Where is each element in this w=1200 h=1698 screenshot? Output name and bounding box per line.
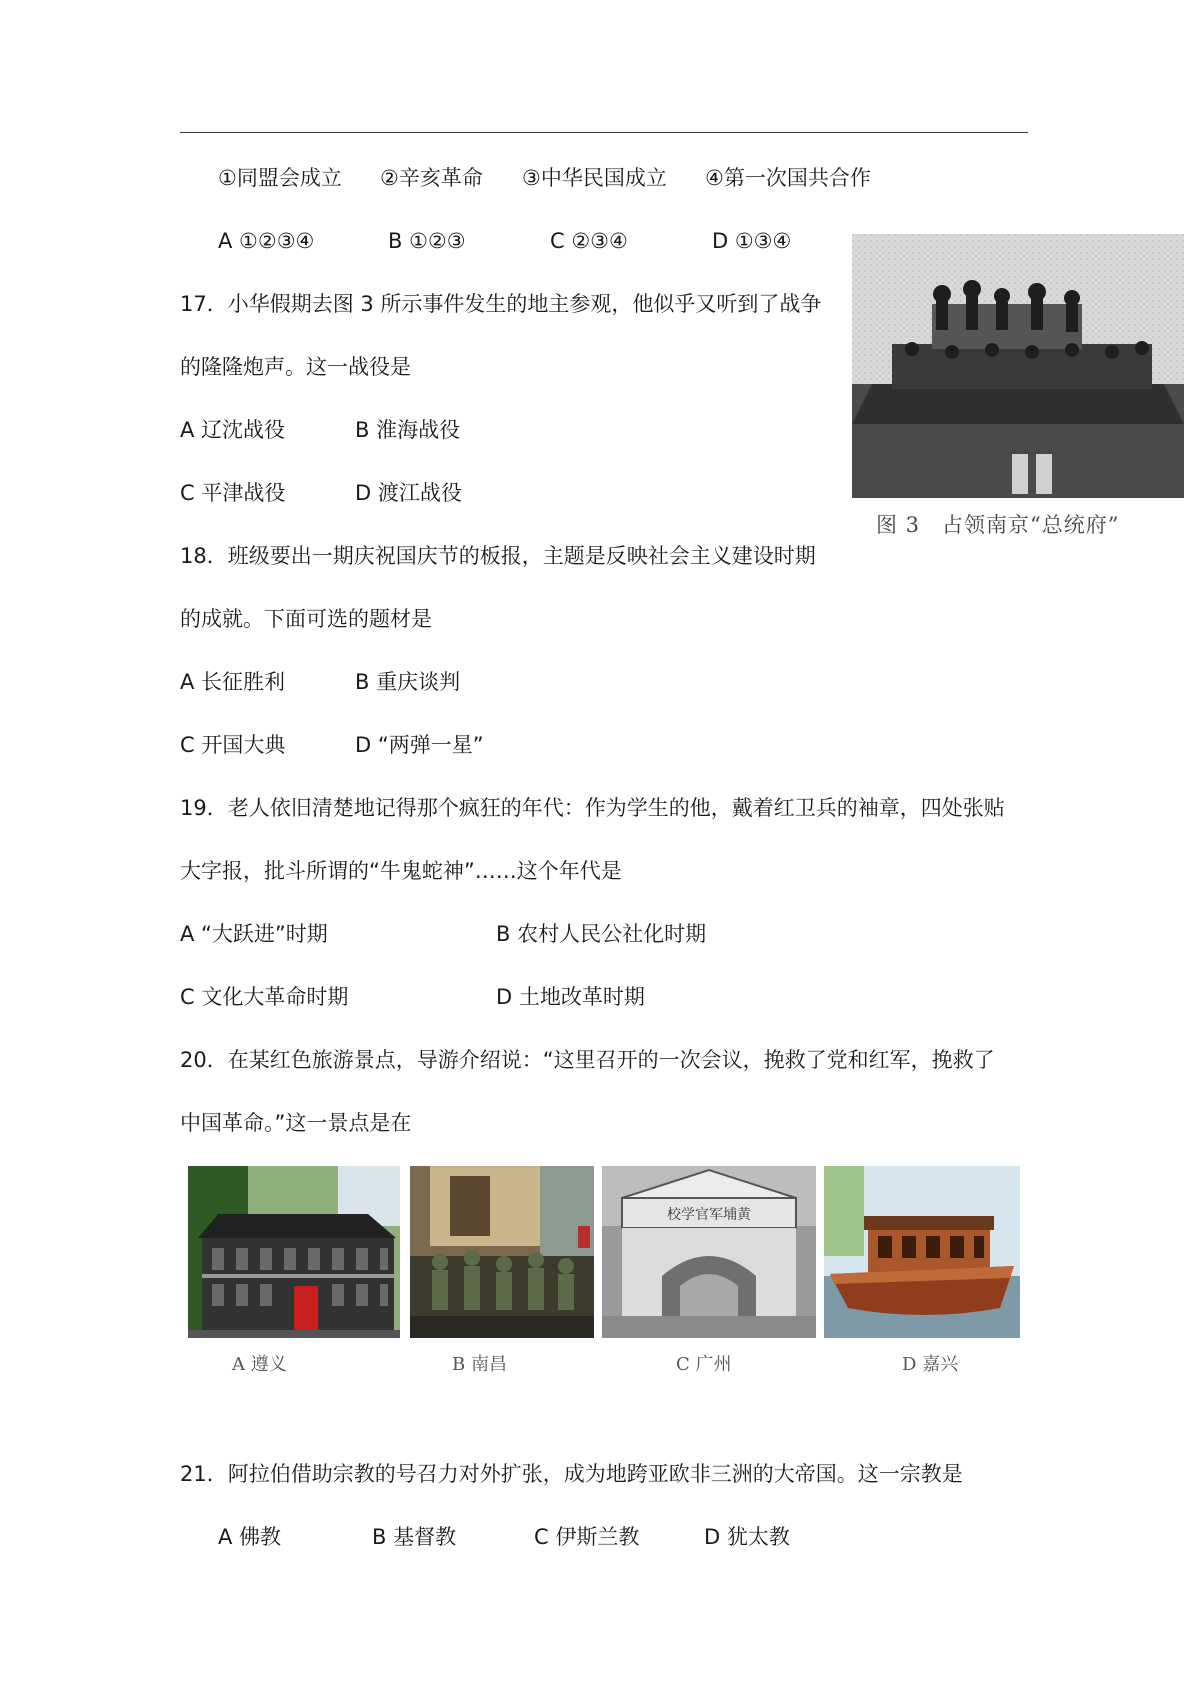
photo-caption-c: C 广州 bbox=[676, 1354, 732, 1375]
q18-stem-line2: 的成就。下面可选的题材是 bbox=[180, 607, 432, 631]
q17-stem-line1: 17．小华假期去图 3 所示事件发生的地主参观，他似乎又听到了战争 bbox=[180, 292, 822, 316]
q21-stem: 21．阿拉伯借助宗教的号召力对外扩张，成为地跨亚欧非三洲的大帝国。这一宗教是 bbox=[180, 1462, 963, 1486]
q21-option-c: C 伊斯兰教 bbox=[534, 1525, 640, 1549]
q18-option-a: A 长征胜利 bbox=[180, 670, 286, 694]
q21-option-b: B 基督教 bbox=[372, 1525, 457, 1549]
q19-stem-line2: 大字报，批斗所谓的“牛鬼蛇神”……这个年代是 bbox=[180, 859, 622, 883]
figure-3-caption: 图 3 占领南京“总统府” bbox=[876, 513, 1120, 537]
gate-sign: 校学官军埔黄 bbox=[667, 1207, 751, 1223]
q20-stem-line1: 20．在某红色旅游景点，导游介绍说：“这里召开的一次会议，挽救了党和红军，挽救了 bbox=[180, 1048, 995, 1072]
q17-option-a: A 辽沈战役 bbox=[180, 418, 286, 442]
q17-option-b: B 淮海战役 bbox=[355, 418, 461, 442]
q18-option-b: B 重庆谈判 bbox=[355, 670, 461, 694]
photo-jiaxing-boat bbox=[824, 1166, 1020, 1338]
figure-3-photo bbox=[852, 234, 1184, 498]
q19-option-c: C 文化大革命时期 bbox=[180, 985, 349, 1009]
photo-caption-b: B 南昌 bbox=[452, 1354, 507, 1375]
q18-option-d: D “两弹一星” bbox=[355, 733, 484, 757]
q21-option-d: D 犹太教 bbox=[704, 1525, 790, 1549]
q16-item-4: ④第一次国共合作 bbox=[705, 166, 871, 190]
q19-option-a: A “大跃进”时期 bbox=[180, 922, 328, 946]
q16-option-a: A ①②③④ bbox=[218, 229, 315, 253]
q20-stem-line2: 中国革命。”这一景点是在 bbox=[180, 1111, 412, 1135]
q16-option-b: B ①②③ bbox=[388, 229, 466, 253]
q17-stem-line2: 的隆隆炮声。这一战役是 bbox=[180, 355, 411, 379]
header-rule bbox=[180, 132, 1028, 133]
photo-zunyi bbox=[188, 1166, 400, 1338]
q16-option-c: C ②③④ bbox=[550, 229, 628, 253]
q17-option-d: D 渡江战役 bbox=[355, 481, 462, 505]
photo-caption-a: A 遵义 bbox=[232, 1354, 287, 1375]
photo-nanchang bbox=[410, 1166, 594, 1338]
q21-option-a: A 佛教 bbox=[218, 1525, 282, 1549]
q16-option-d: D ①③④ bbox=[712, 229, 792, 253]
q18-stem-line1: 18．班级要出一期庆祝国庆节的板报，主题是反映社会主义建设时期 bbox=[180, 544, 816, 568]
q16-item-1: ①同盟会成立 bbox=[218, 166, 342, 190]
q19-stem-line1: 19．老人依旧清楚地记得那个疯狂的年代：作为学生的他，戴着红卫兵的袖章，四处张贴 bbox=[180, 796, 1005, 820]
q18-option-c: C 开国大典 bbox=[180, 733, 286, 757]
q19-option-b: B 农村人民公社化时期 bbox=[496, 922, 707, 946]
q19-option-d: D 土地改革时期 bbox=[496, 985, 645, 1009]
q17-option-c: C 平津战役 bbox=[180, 481, 286, 505]
q16-item-2: ②辛亥革命 bbox=[380, 166, 483, 190]
photo-caption-d: D 嘉兴 bbox=[902, 1354, 959, 1375]
q16-item-3: ③中华民国成立 bbox=[522, 166, 667, 190]
photo-guangzhou-gate bbox=[602, 1166, 816, 1338]
